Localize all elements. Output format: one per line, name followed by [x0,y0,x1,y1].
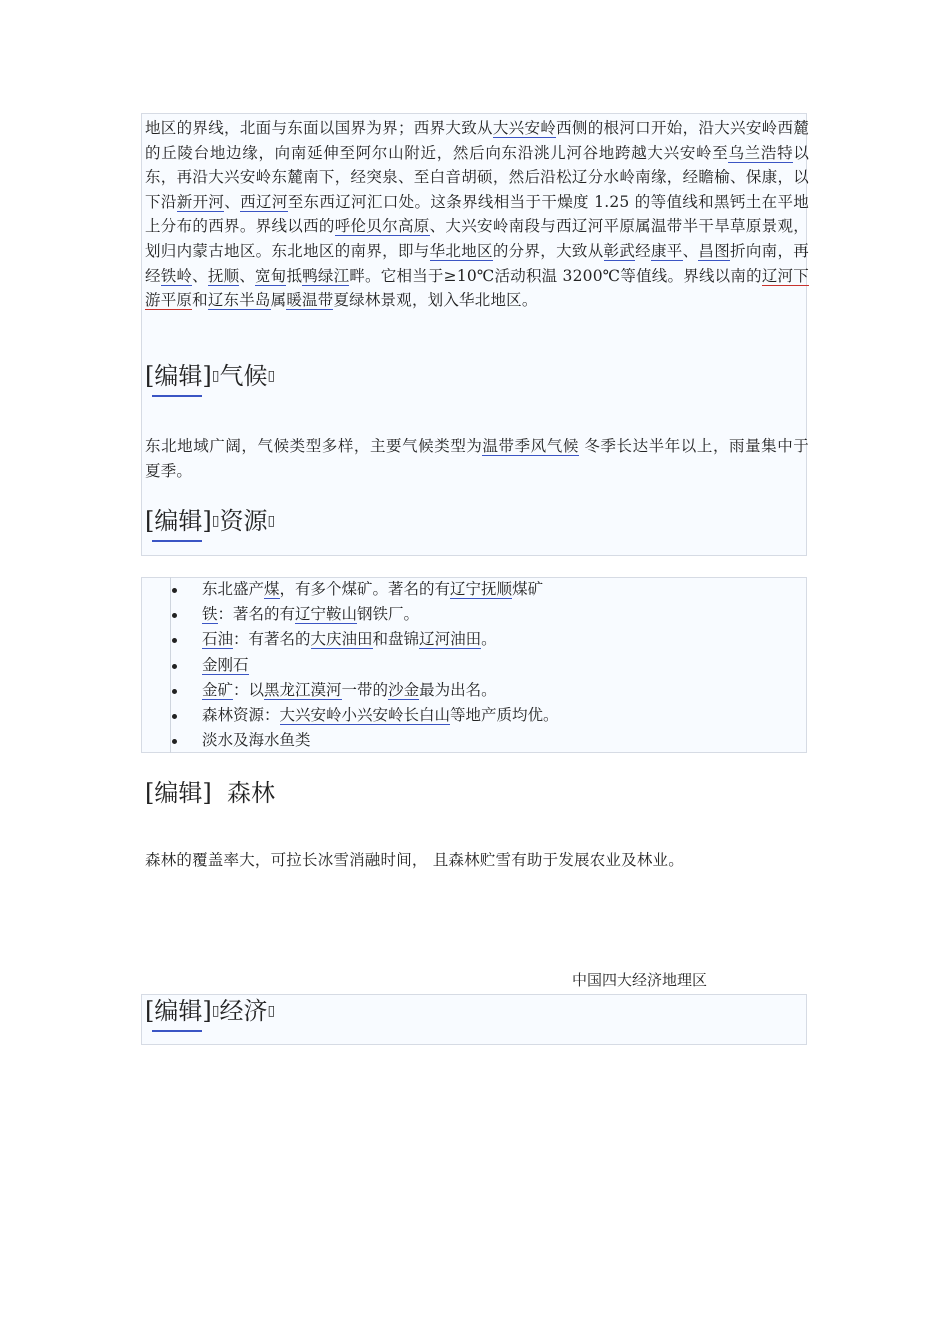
link-lower-liao-plain[interactable]: 辽河下游平原 [145,266,809,310]
text: 抵 [286,266,303,285]
list-item [145,678,805,703]
heading-title: 气候 [219,362,268,390]
text: 、 [682,241,699,260]
heading-title: 资源 [219,507,268,535]
text: 淡水及海水鱼类 [202,731,311,750]
heading-title: 经济 [219,997,268,1025]
link-daqing-oilfield[interactable]: 大庆油田 [310,630,373,649]
link-kangping[interactable]: 康平 [650,241,683,260]
list-item [145,728,805,753]
text: 西侧的根河口开始，沿大兴安岭西麓的丘陵台地边缘，向南延伸至阿尔山附近，然后向东沿洮儿河谷地跨越大兴安岭至 [145,119,809,162]
link-kuandian[interactable]: 宽甸 [255,266,287,285]
text: 和 [192,291,208,310]
climate-paragraph [145,434,809,483]
bullet-icon [172,714,177,719]
section-heading-resources [145,506,275,536]
text: ：有著名的 [233,630,311,649]
link-petroleum[interactable]: 石油 [202,630,234,649]
missing-glyph-icon: ▯ [267,1003,276,1019]
list-item [145,627,805,652]
link-north-china[interactable]: 华北地区 [429,241,493,260]
list-item [145,577,805,602]
heading-title: 森林 [227,779,275,807]
section-heading-climate [145,361,275,391]
text: 、大兴安岭南段与西辽河平原属温带半干旱草原景观，划归内蒙古地区。东北地区的南界，即与 [145,217,809,260]
text: 森林资源： [202,706,280,725]
text: ：以 [233,680,265,699]
bullet-icon [172,739,177,744]
edit-link[interactable]: [编辑] [145,779,212,807]
link-liaohe-oilfield[interactable]: 辽河油田 [419,630,482,649]
text: 的分界，大致从 [492,241,604,260]
boundary-paragraph [145,116,809,313]
heading-underline [152,1030,202,1032]
link-da-xing-an-ling[interactable]: 大兴安岭 [492,119,557,137]
link-xinkai-river[interactable]: 新开河 [176,192,225,211]
list-item [145,602,805,627]
text: 一带的 [341,680,389,699]
text: 、 [192,266,208,285]
link-iron[interactable]: 铁 [202,605,218,624]
edit-link[interactable]: [编辑] [145,507,212,535]
edit-link[interactable]: [编辑] [145,997,212,1025]
link-fushun[interactable]: 抚顺 [207,266,240,285]
text: 和盘锦 [372,630,420,649]
text: ，有多个煤矿。著名的有 [279,580,451,598]
section-heading-forest [145,778,275,808]
link-ulanhot[interactable]: 乌兰浩特 [728,143,794,162]
link-hulunbuir-plateau[interactable]: 呼伦贝尔高原 [334,217,430,236]
text: 畔。它相当于≥10℃活动积温 3200℃等值线。界线以南的 [349,266,762,285]
link-west-liao-river[interactable]: 西辽河 [240,192,288,211]
figure-caption: 中国四大经济地理区 [572,971,708,989]
bullet-icon [172,664,177,669]
heading-underline [152,395,202,397]
link-diamond[interactable]: 金刚石 [202,655,249,674]
bullet-icon [172,613,177,618]
link-warm-temperate[interactable]: 暖温带 [286,291,334,310]
forest-paragraph: 森林的覆盖率大，可拉长冰雪消融时间， 且森林贮雪有助于发展农业及林业。 [145,851,684,869]
text: 钢铁厂。 [357,605,420,624]
link-liaoning-anshan[interactable]: 辽宁鞍山 [295,605,358,624]
text: ：著名的有 [217,605,296,624]
link-zhangwu[interactable]: 彰武 [603,241,636,260]
text: 、 [239,266,256,285]
edit-link[interactable]: [编辑] [145,362,212,390]
resources-list [145,577,805,753]
link-temperate-monsoon[interactable]: 温带季风气候 [482,437,579,455]
missing-glyph-icon: ▯ [211,1003,220,1019]
text: 煤矿 [512,580,544,598]
missing-glyph-icon: ▯ [267,513,276,529]
text: 东北地域广阔，气候类型多样，主要气候类型为 [145,437,483,455]
text: 冬季长达半年以上，雨量集中于夏季。 [145,437,809,480]
list-item [145,653,805,678]
text: 至东西辽河汇口处。这条界线相当于干燥度 1.25 的等值线和黑钙土在平地上分布的西界。界线以西的 [145,192,809,236]
link-tieling[interactable]: 铁岭 [160,266,193,285]
link-placer-gold[interactable]: 沙金 [388,680,420,699]
link-forest-regions[interactable]: 大兴安岭小兴安岭长白山 [279,706,451,725]
missing-glyph-icon: ▯ [211,368,220,384]
bullet-icon [172,588,177,593]
text: 、 [224,192,241,211]
text: 经 [635,241,651,260]
section-heading-economy [145,996,275,1026]
missing-glyph-icon: ▯ [211,513,220,529]
missing-glyph-icon: ▯ [267,368,276,384]
text: 地区的界线，北面与东面以国界为界；西界大致从 [145,119,493,137]
text: 属 [270,291,287,310]
text: 以东，再沿大兴安岭东麓南下，经突泉、至白音胡硕，然后沿松辽分水岭南缘，经瞻榆、保康，以下沿 [145,143,810,211]
link-changtu[interactable]: 昌图 [698,241,731,260]
bullet-icon [172,638,177,643]
text: 夏绿林景观，划入华北地区。 [333,291,538,310]
link-liaoning-fushun[interactable]: 辽宁抚顺 [450,580,513,598]
text: 等地产质均优。 [450,706,559,725]
list-item [145,703,805,728]
link-heilongjiang-mohe[interactable]: 黑龙江漠河 [264,680,342,699]
text: 折向南，再经 [145,241,809,285]
text: 最为出名。 [419,680,497,699]
bullet-icon [172,689,177,694]
link-liaodong-peninsula[interactable]: 辽东半岛 [207,291,271,310]
text: 东北盛产 [202,580,265,598]
link-gold-mine[interactable]: 金矿 [202,680,234,699]
heading-underline [152,540,202,542]
link-coal[interactable]: 煤 [264,580,280,598]
text: 。 [481,630,497,649]
link-yalu-river[interactable]: 鸭绿江 [302,266,350,285]
